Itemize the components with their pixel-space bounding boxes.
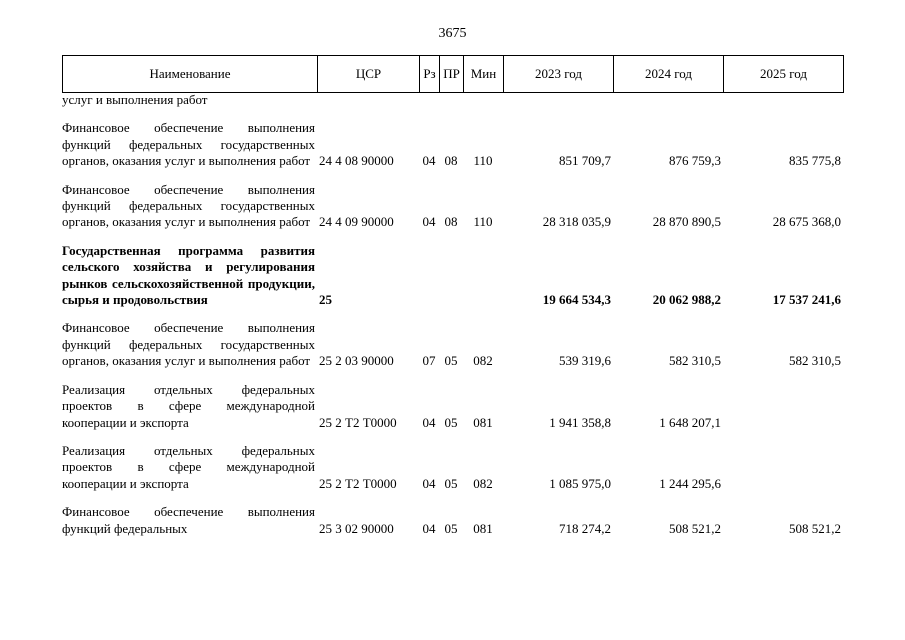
row-csr — [317, 92, 419, 108]
row-rz — [419, 92, 439, 108]
row-min — [463, 92, 503, 108]
row-csr: 24 4 09 90000 — [319, 214, 394, 230]
row-name: Реализация отдельных федеральных проектов в сфере международной кооперации и экспорта — [62, 442, 315, 491]
row-name: услуг и выполнения работ — [62, 92, 208, 107]
header-rz: Рз — [420, 56, 440, 93]
row-2024: 582 310,5 — [669, 353, 721, 369]
row-min — [463, 243, 503, 309]
row-csr: 25 — [319, 292, 332, 308]
row-spacer-cell — [62, 431, 843, 443]
row-pr — [439, 243, 463, 309]
row-rz: 04 — [422, 153, 436, 169]
table-row — [62, 320, 843, 369]
row-pr: 05 — [444, 520, 458, 536]
row-2025 — [723, 92, 843, 108]
table-row — [62, 382, 843, 431]
row-csr: 25 2 Т2 Т0000 — [319, 414, 397, 430]
header-name: Наименование — [63, 56, 318, 93]
row-spacer — [62, 170, 843, 182]
header-2024: 2024 год — [614, 56, 724, 93]
row-2024: 20 062 988,2 — [652, 292, 721, 308]
row-min: 082 — [473, 353, 493, 369]
row-spacer-cell — [62, 108, 843, 120]
header-pr: ПР — [440, 56, 464, 93]
table-row — [62, 243, 843, 309]
row-spacer-cell — [62, 308, 843, 320]
row-spacer — [62, 308, 843, 320]
row-2024: 876 759,3 — [669, 153, 721, 169]
row-csr: 24 4 08 90000 — [319, 153, 394, 169]
row-2023: 19 664 534,3 — [542, 292, 611, 308]
table-row — [62, 120, 843, 169]
row-spacer — [62, 370, 843, 382]
row-2025 — [723, 382, 843, 431]
table-header — [62, 55, 844, 93]
row-2024: 1 648 207,1 — [659, 414, 721, 430]
row-rz: 04 — [422, 414, 436, 430]
row-spacer — [62, 231, 843, 243]
row-pr: 05 — [444, 353, 458, 369]
row-spacer — [62, 108, 843, 120]
row-spacer-cell — [62, 370, 843, 382]
row-2025: 835 775,8 — [789, 153, 841, 169]
row-rz: 04 — [422, 475, 436, 491]
row-name: Финансовое обеспечение выполнения функций федеральных государственных органов, оказания услуг и выполнения работ — [62, 320, 315, 369]
row-min: 110 — [473, 153, 493, 169]
budget-table — [62, 92, 843, 537]
row-rz: 04 — [422, 214, 436, 230]
row-2025: 508 521,2 — [789, 520, 841, 536]
table-row — [62, 443, 843, 492]
row-pr: 05 — [444, 475, 458, 491]
row-pr: 05 — [444, 414, 458, 430]
row-2023: 28 318 035,9 — [542, 214, 611, 230]
row-name: Финансовое обеспечение выполнения функций федеральных — [62, 504, 315, 536]
row-spacer — [62, 492, 843, 504]
row-name: Финансовое обеспечение выполнения функций федеральных государственных органов, оказания услуг и выполнения работ — [62, 120, 315, 169]
row-2025: 28 675 368,0 — [772, 214, 841, 230]
row-rz: 07 — [422, 353, 436, 369]
row-rz: 04 — [422, 520, 436, 536]
row-2025: 17 537 241,6 — [772, 292, 841, 308]
row-2025: 582 310,5 — [789, 353, 841, 369]
table-row — [62, 504, 843, 537]
row-2023: 718 274,2 — [559, 520, 611, 536]
row-pr: 08 — [444, 153, 458, 169]
row-2023: 1 085 975,0 — [549, 475, 611, 491]
header-min: Мин — [464, 56, 504, 93]
row-min: 110 — [473, 214, 493, 230]
row-spacer-cell — [62, 492, 843, 504]
row-2024: 508 521,2 — [669, 520, 721, 536]
row-2025 — [723, 443, 843, 492]
row-name: Реализация отдельных федеральных проектов в сфере международной кооперации и экспорта — [62, 381, 315, 430]
row-rz — [419, 243, 439, 309]
row-name: Финансовое обеспечение выполнения функций федеральных государственных органов, оказания услуг и выполнения работ — [62, 181, 315, 230]
row-csr: 25 3 02 90000 — [319, 520, 394, 536]
row-spacer-cell — [62, 170, 843, 182]
row-min: 081 — [473, 414, 493, 430]
row-2024: 28 870 890,5 — [652, 214, 721, 230]
row-2023: 539 319,6 — [559, 353, 611, 369]
table-row — [62, 182, 843, 231]
row-spacer — [62, 431, 843, 443]
row-2024 — [613, 92, 723, 108]
row-pr — [439, 92, 463, 108]
page-number: 3675 — [438, 26, 467, 41]
row-csr: 25 2 03 90000 — [319, 353, 394, 369]
header-2025: 2025 год — [724, 56, 844, 93]
row-2024: 1 244 295,6 — [659, 475, 721, 491]
row-name: Государственная программа развития сельского хозяйства и регулирования рынков сельскохозяйственной продукции, сырья и продовольствия — [62, 242, 315, 308]
row-2023: 1 941 358,8 — [549, 414, 611, 430]
table-row — [62, 92, 843, 108]
row-min: 082 — [473, 475, 493, 491]
row-pr: 08 — [444, 214, 458, 230]
header-2023: 2023 год — [504, 56, 614, 93]
row-min: 081 — [473, 520, 493, 536]
header-csr: ЦСР — [318, 56, 420, 93]
row-2023 — [503, 92, 613, 108]
row-2023: 851 709,7 — [559, 153, 611, 169]
row-spacer-cell — [62, 231, 843, 243]
row-csr: 25 2 Т2 Т0000 — [319, 475, 397, 491]
